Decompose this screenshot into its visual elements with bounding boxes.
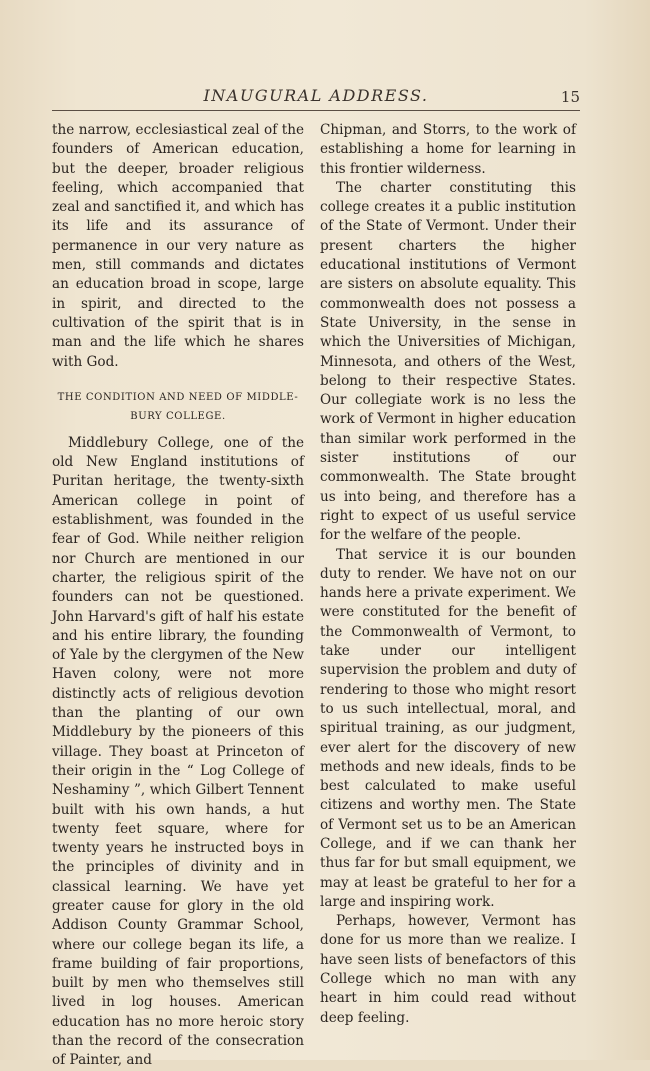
page-header (52, 84, 580, 111)
left-paragraph-1: the narrow, ecclesiastical zeal of the founders of American education, but the deeper, broader religious feeling, which accompanied that zeal and sanctified it, and which has its life and its assurance of permanence in our very nature as men, still commands and dictates an education broad in scope, large in spirit, and directed to the cultivation of the spirit that is in man and the life which he shares with God. (52, 122, 304, 370)
right-paragraph-4: Perhaps, however, Vermont has done for us more than we realize. I have seen lists of benefactors of this College which no man with any heart in him could read without deep feeling. (320, 913, 576, 1026)
section-heading-line-1: THE CONDITION AND NEED OF MIDDLE- (57, 391, 299, 403)
page-number: 15 (560, 88, 580, 106)
right-paragraph-1: Chipman, and Storrs, to the work of establishing a home for learning in this frontier wilderness. (320, 122, 576, 177)
section-heading (52, 388, 304, 426)
running-title: INAUGURAL ADDRESS. (203, 86, 429, 105)
left-paragraph-2: Middlebury College, one of the old New England institutions of Puritan heritage, the twenty-sixth American college in point of establishment, was founded in the fear of God. While neither religion nor Church are mentioned in our charter, the religious spirit of the founders can not be questioned. John Harvard's gift of half his estate and his entire library, the founding of Yale by the clergymen of the New Haven colony, were not more distinctly acts of religious devotion than the planting of our own Middlebury by the pioneers of this village. They boast at Princeton of their origin in the “ Log College of Neshaminy ”, which Gilbert Tennent built with his own hands, a hut twenty feet square, where for twenty years he instructed boys in the principles of divinity and in classical learning. We have yet greater cause for glory in the old Addison County Grammar School, where our college began its life, a frame building of fair proportions, built by men who themselves still lived in log houses. American education has no more heroic story than the record of the consecration of Painter, and (52, 434, 304, 1069)
right-paragraph-3: That service it is our bounden duty to render. We have not on our hands here a private experiment. We were constituted for the benefit of the Commonwealth of Vermont, to take under our intelligent supervision the problem and duty of rendering to those who might resort to us such intellectual, moral, and spiritual training, as our judgment, ever alert for the discovery of new methods and new ideals, finds to be best calculated to make useful citizens and worthy men. The State of Vermont set us to be an American College, and if we can thank her thus far for but small equipment, we may at least be grateful to her for a large and inspiring work. (320, 546, 576, 910)
right-column (320, 121, 576, 1028)
left-column (52, 121, 304, 1071)
right-paragraph-2: The charter constituting this college creates it a public institution of the State of Vermont. Under their present charters the higher educational institutions of Vermont are sisters on absolute equality. This commonwealth does not possess a State University, in the sense in which the Universities of Michigan, Minnesota, and others of the West, belong to their respective States. Our collegiate work is no less the work of Vermont in higher education than similar work performed in the sister institutions of our commonwealth. The State brought us into being, and therefore has a right to expect of us useful service for the welfare of the people. (320, 179, 576, 544)
section-heading-line-2: BURY COLLEGE. (130, 410, 226, 422)
